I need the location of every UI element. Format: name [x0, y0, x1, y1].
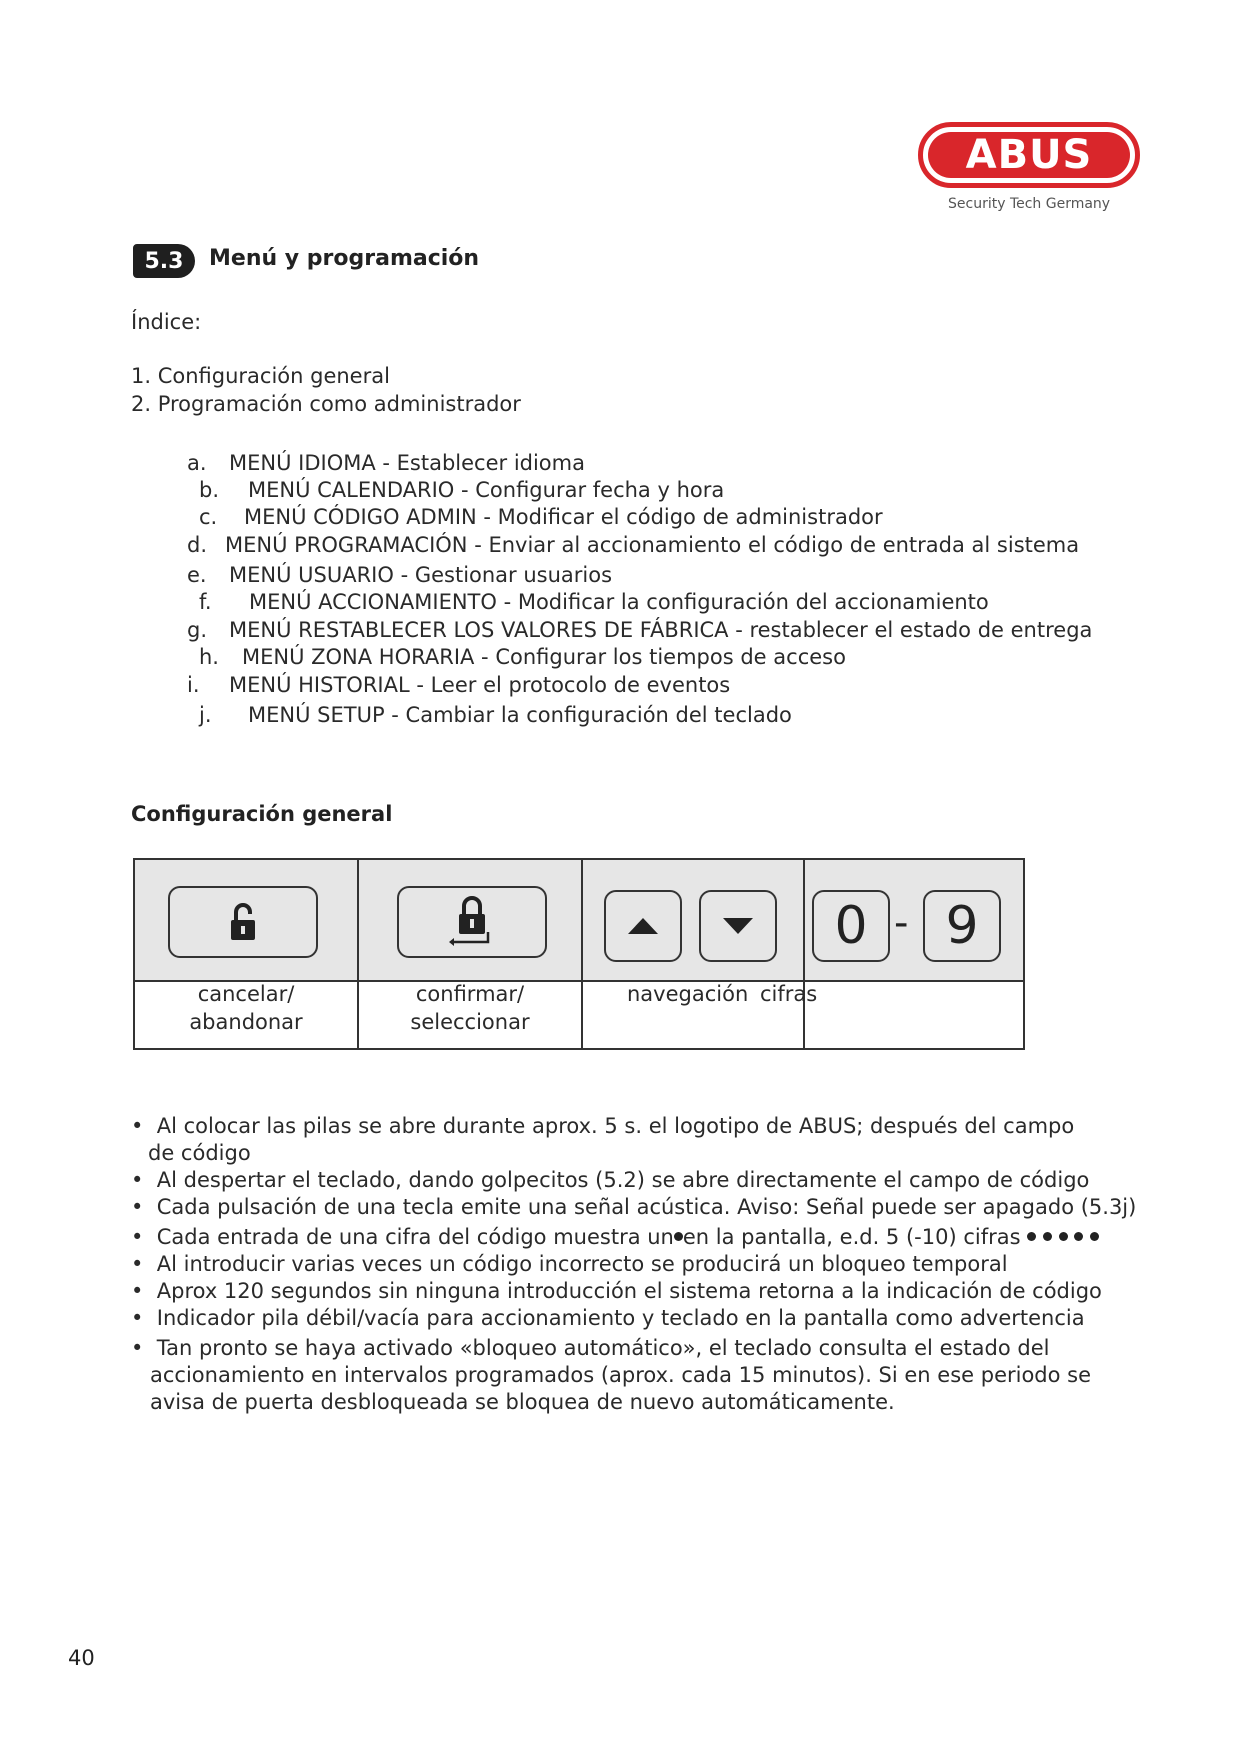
- bullet-item: • Al despertar el teclado, dando golpecitos (5.2) se abre directamente el campo de código: [131, 1168, 1090, 1192]
- confirm-key: [397, 886, 547, 958]
- bullet-continuation: accionamiento en intervalos programados (aprox. cada 15 minutos). Si en ese periodo se: [150, 1363, 1092, 1387]
- menu-item-text: MENÚ PROGRAMACIÓN - Enviar al accionamiento el código de entrada al sistema: [225, 533, 1080, 557]
- menu-item: [199, 505, 883, 529]
- menu-item-text: MENÚ ACCIONAMIENTO - Modificar la configuración del accionamiento: [249, 590, 989, 614]
- menu-item: [187, 673, 730, 697]
- bullet-item: • Tan pronto se haya activado «bloqueo automático», el teclado consulta el estado del: [131, 1336, 1050, 1360]
- bullet-text: Al introducir varias veces un código incorrecto se producirá un bloqueo temporal: [156, 1252, 1008, 1276]
- digits-label: cifras: [760, 982, 818, 1006]
- code-dot-icon: [1043, 1232, 1052, 1241]
- general-heading: Configuración general: [131, 802, 393, 826]
- page-number: 40: [68, 1646, 95, 1670]
- menu-item-letter: a.: [187, 451, 207, 475]
- index-item: 1. Configuración general: [131, 364, 390, 388]
- menu-item-letter: g.: [187, 618, 208, 642]
- bullet-item: • Al colocar las pilas se abre durante aprox. 5 s. el logotipo de ABUS; después del campo: [131, 1114, 1075, 1138]
- menu-item-letter: f.: [199, 590, 212, 614]
- digit-range-separator: -: [894, 900, 909, 946]
- menu-item: [187, 618, 1092, 642]
- menu-item-letter: c.: [199, 505, 218, 529]
- nav-up-key: [604, 890, 682, 962]
- menu-item-text: MENÚ SETUP - Cambiar la configuración del teclado: [248, 703, 792, 727]
- digit-9-key: [923, 890, 1001, 962]
- digit-from: 0: [834, 896, 868, 956]
- bullet-text: en la pantalla, e.d. 5 (-10) cifras: [682, 1225, 1021, 1249]
- menu-item-letter: d.: [187, 533, 208, 557]
- menu-item-letter: h.: [199, 645, 219, 669]
- logo-badge: [918, 122, 1140, 188]
- section-number-badge: 5.3: [133, 244, 195, 278]
- menu-item-text: MENÚ RESTABLECER LOS VALORES DE FÁBRICA - restablecer el estado de entrega: [229, 618, 1093, 642]
- nav-label: navegación: [627, 982, 749, 1006]
- arrow-down-icon: [721, 916, 755, 936]
- cancel-key: [168, 886, 318, 958]
- code-dot-icon: [1027, 1232, 1036, 1241]
- bullet-text: Indicador pila débil/vacía para accionamiento y teclado en la pantalla como advertencia: [156, 1306, 1085, 1330]
- menu-item: [199, 645, 846, 669]
- code-dot-icon: [1074, 1232, 1083, 1241]
- cancel-label-line: abandonar: [189, 1010, 303, 1034]
- bullet-item: • Cada entrada de una cifra del código muestra un en la pantalla, e.d. 5 (-10) cifras: [131, 1225, 1099, 1249]
- cancel-label-line: cancelar/: [197, 982, 295, 1006]
- bullet-text: Aprox 120 segundos sin ninguna introducción el sistema retorna a la indicación de código: [156, 1279, 1102, 1303]
- menu-item: [199, 590, 989, 614]
- menu-item: [199, 478, 724, 502]
- menu-item: [187, 533, 1079, 557]
- menu-item: [187, 451, 585, 475]
- index-item: 2. Programación como administrador: [131, 392, 521, 416]
- key-function-table: [133, 858, 1025, 1050]
- menu-item-letter: e.: [187, 563, 207, 587]
- lock-enter-icon: [442, 894, 502, 950]
- digit-0-key: [812, 890, 890, 962]
- bullet-text: Cada entrada de una cifra del código muestra un: [156, 1225, 674, 1249]
- menu-item-text: MENÚ CALENDARIO - Configurar fecha y hora: [248, 478, 725, 502]
- menu-item-text: MENÚ USUARIO - Gestionar usuarios: [229, 563, 613, 587]
- confirm-label-line: seleccionar: [410, 1010, 530, 1034]
- menu-item-text: MENÚ HISTORIAL - Leer el protocolo de eventos: [229, 673, 731, 697]
- logo-tagline: Security Tech Germany: [948, 196, 1111, 212]
- cancel-label: [135, 980, 357, 1036]
- bullet-item: • Cada pulsación de una tecla emite una señal acústica. Aviso: Señal puede ser apagado (5.3j): [131, 1195, 1137, 1219]
- bullet-text: Al colocar las pilas se abre durante aprox. 5 s. el logotipo de ABUS; después del campo: [156, 1114, 1075, 1138]
- unlock-icon: [228, 902, 258, 942]
- logo-text: ABUS: [928, 132, 1130, 178]
- arrow-up-icon: [626, 916, 660, 936]
- confirm-label-line: confirmar/: [415, 982, 525, 1006]
- code-dot-icon: [1090, 1232, 1099, 1241]
- menu-item-text: MENÚ IDIOMA - Establecer idioma: [229, 451, 585, 475]
- menu-item: [187, 563, 612, 587]
- bullet-text: Tan pronto se haya activado «bloqueo automático», el teclado consulta el estado del: [156, 1336, 1050, 1360]
- digit-to: 9: [945, 896, 979, 956]
- section-title: Menú y programación: [209, 246, 480, 271]
- bullet-item: • Al introducir varias veces un código incorrecto se producirá un bloqueo temporal: [131, 1252, 1008, 1276]
- code-dot-icon: [1059, 1232, 1068, 1241]
- code-dot-icon: [674, 1232, 683, 1241]
- bullet-item: • Indicador pila débil/vacía para accionamiento y teclado en la pantalla como advertencia: [131, 1306, 1085, 1330]
- bullet-continuation: de código: [148, 1141, 251, 1165]
- abus-logo: [918, 122, 1146, 212]
- menu-item-letter: i.: [187, 673, 200, 697]
- bullet-item: • Aprox 120 segundos sin ninguna introducción el sistema retorna a la indicación de código: [131, 1279, 1102, 1303]
- menu-item-text: MENÚ CÓDIGO ADMIN - Modificar el código de administrador: [244, 505, 883, 529]
- menu-item-text: MENÚ ZONA HORARIA - Configurar los tiempos de acceso: [242, 645, 846, 669]
- bullet-continuation: avisa de puerta desbloqueada se bloquea de nuevo automáticamente.: [150, 1390, 895, 1414]
- menu-item: [199, 703, 792, 727]
- bullet-text: Al despertar el teclado, dando golpecitos (5.2) se abre directamente el campo de código: [156, 1168, 1090, 1192]
- nav-down-key: [699, 890, 777, 962]
- menu-item-letter: b.: [199, 478, 220, 502]
- confirm-label: [359, 980, 581, 1036]
- index-label: Índice:: [131, 310, 202, 334]
- bullet-text: Cada pulsación de una tecla emite una señal acústica. Aviso: Señal puede ser apagado (5.3j): [156, 1195, 1137, 1219]
- menu-item-letter: j.: [199, 703, 212, 727]
